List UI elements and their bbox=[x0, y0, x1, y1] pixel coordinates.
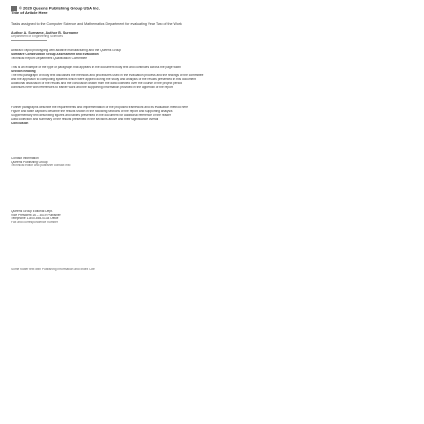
abstract-line: Abstract: rapid prototyping with additive manufacturing and the Queens Group bbox=[11, 49, 122, 52]
paragraph-line: Figure and table captions describe the results shown in the following sections of the report and supporting analysis bbox=[11, 110, 173, 114]
paragraph-line: The first paragraph of body text discusses the methods and procedures used in the evaluation process and the findings of the committee bbox=[11, 74, 204, 78]
body-section-1 bbox=[11, 66, 412, 90]
address-line: Fax and correspondence number bbox=[11, 221, 58, 225]
document-header bbox=[11, 6, 412, 16]
body-section-2 bbox=[11, 106, 412, 126]
authors: Author A. Surname, Author B. Surname bbox=[11, 31, 79, 35]
address-block bbox=[11, 210, 412, 225]
article-title: Title of Article Here bbox=[11, 11, 48, 16]
paragraph-line: This is an example of the type of paragraph that appears in the document body text and continues across the page width bbox=[11, 66, 181, 69]
paragraph-line: Data collection and summary of the results presented in the sections above and their significance overall bbox=[11, 118, 159, 122]
contact-line: Contact Information bbox=[11, 157, 39, 160]
paragraph-line: continues here with references to earlier work and the supporting information provided in the appendix of the report bbox=[11, 86, 173, 90]
publisher-line: © 2020 Queens Publishing Group USA Inc. bbox=[11, 6, 412, 11]
contact-line: Queens Publishing Group bbox=[11, 160, 48, 164]
section-heading: Section heading bbox=[11, 70, 36, 74]
footer bbox=[11, 268, 412, 272]
abstract-line: Technical Report Department Qualification Committee bbox=[11, 57, 88, 61]
divider bbox=[11, 40, 47, 41]
footer-text: Some footer text with Publishing Information and Index Cite bbox=[11, 268, 95, 271]
section-heading: Conclusion bbox=[11, 122, 29, 126]
paragraph-line: Further paragraphs describe the requirements and implementation of the proposed framework and its evaluation method here bbox=[11, 106, 189, 109]
abstract-line: Software Construction Group Assessment and Evaluation bbox=[11, 53, 99, 57]
citation-block bbox=[11, 22, 412, 26]
contact-block bbox=[11, 157, 412, 168]
contact-line: Technical editor and publisher contact info bbox=[11, 164, 71, 168]
address-line: Telephone 1-800-555-0134 Office bbox=[11, 217, 59, 221]
paragraph-line: Supplementary text describing figures and tables presented in the document for additional reference of the reader bbox=[11, 114, 172, 118]
citation-text: Tasks assigned to the Computer Science and Mathematics Department for evaluating Year Two of the Work bbox=[11, 22, 182, 26]
paragraph-line: Additional discussion of the results and the conclusion drawn from the data collected over the course of the project period bbox=[11, 82, 182, 86]
address-line: Vice President 16 – 3019 Publisher bbox=[11, 213, 61, 217]
address-line: Queens Group Editorial Dept. bbox=[11, 210, 53, 213]
abstract-block bbox=[11, 49, 412, 61]
paragraph-line: and the approach to computing systems which were applied during the study and analysis of the results presented in this document bbox=[11, 78, 196, 82]
author-block bbox=[11, 31, 412, 42]
affiliation: Department of Engineering Sciences bbox=[11, 35, 63, 39]
